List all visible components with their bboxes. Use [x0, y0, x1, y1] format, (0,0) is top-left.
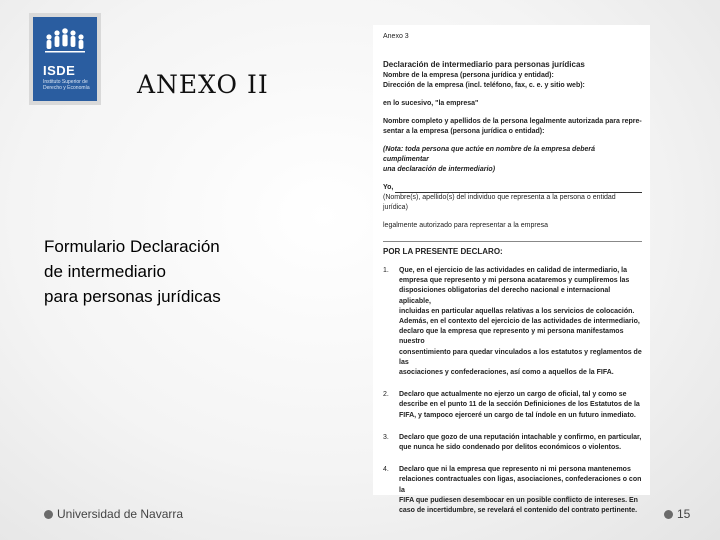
- slide-caption: [44, 234, 334, 309]
- item-line: FIFA, y tampoco ejerceré un cargo de tal índole en un futuro inmediato.: [399, 411, 636, 419]
- section-title: POR LA PRESENTE DECLARO:: [383, 241, 642, 256]
- caption-line: de intermediario: [44, 262, 166, 281]
- item-line: describe en el punto 11 de la sección Definiciones de los Estatutos de la: [399, 401, 640, 409]
- item-line: Declaro que ni la empresa que represento ni mi persona mantenemos: [399, 466, 631, 474]
- declaration-item: [383, 465, 642, 516]
- item-line: relaciones contractuales con ligas, asociaciones, confederaciones o con la: [399, 476, 642, 494]
- item-line: que nunca he sido condenado por delitos económicos o violentos.: [399, 444, 622, 452]
- item-line: Declaro que gozo de una reputación intachable y confirmo, en particular,: [399, 433, 642, 441]
- people-group-icon: [43, 27, 87, 55]
- note-line: (Nota: toda persona que actúe en nombre de la empresa deberá cumplimentar: [383, 146, 595, 163]
- yo-detail-line: (Nombre(s), apellido(s) del individuo que representa a la persona o entidad: [383, 194, 616, 201]
- field-company-name: Nombre de la empresa (persona jurídica y entidad):: [383, 72, 554, 79]
- annex-label: Anexo 3: [383, 33, 409, 40]
- item-line: Que, en el ejercicio de las actividades en calidad de intermediario, la: [399, 267, 627, 274]
- successor-text: en lo sucesivo, "la empresa": [383, 100, 479, 107]
- field-company-address: Dirección de la empresa (incl. teléfono, fax, c. e. y sitio web):: [383, 82, 585, 89]
- declaration-item: [383, 433, 642, 453]
- bullet-dot-icon: [44, 510, 53, 519]
- footer-page: [664, 507, 690, 521]
- item-line: disposiciones obligatorias del derecho nacional e internacional aplicable,: [399, 287, 611, 305]
- page-number: 15: [677, 507, 691, 521]
- signature-blank: [395, 186, 642, 193]
- item-number: 2.: [383, 391, 389, 399]
- item-line: caso de incertidumbre, se revelará el contenido del contrato pertinente.: [399, 507, 638, 515]
- slide-title: ANEXO II: [137, 70, 269, 99]
- representative-line: Nombre completo y apellidos de la persona legalmente autorizada para repre-: [383, 118, 642, 125]
- item-line: asociaciones y confederaciones, así como a aquellos de la FIFA.: [399, 369, 614, 377]
- item-number: 3.: [383, 433, 389, 441]
- caption-line: para personas jurídicas: [44, 287, 221, 306]
- logo: [29, 13, 101, 105]
- document-image: [373, 25, 650, 515]
- yo-detail-line: jurídica): [383, 204, 408, 211]
- item-line: Declaro que actualmente no ejerzo un cargo de oficial, tal y como se: [399, 391, 627, 399]
- item-line: declaro que la empresa que represento y mi persona manifestamos nuestro: [399, 328, 624, 346]
- declaration-item: [383, 266, 642, 378]
- item-line: FIFA que pudiesen desembocar en un posible conflicto de intereses. En: [399, 496, 638, 504]
- logo-abbreviation: ISDE: [43, 63, 76, 78]
- footer-institution: [44, 507, 183, 521]
- item-line: incluidas en particular aquellas relativas a los servicios de colocación.: [399, 307, 635, 315]
- yo-label: Yo,: [383, 184, 394, 191]
- logo-subtitle: Instituto Superior de Derecho y Economía: [43, 79, 90, 91]
- caption-line: Formulario Declaración: [44, 237, 220, 256]
- declaration-item: [383, 390, 642, 421]
- institution-name: Universidad de Navarra: [57, 507, 184, 521]
- item-line: consentimiento para quedar vinculados a los estatutos y reglamentos de las: [399, 348, 642, 366]
- bullet-dot-icon: [664, 510, 673, 519]
- item-line: Además, en el contexto del ejercicio de las actividades de intermediario,: [399, 318, 640, 326]
- note-line: una declaración de intermediario): [383, 166, 496, 173]
- item-number: 1.: [383, 267, 389, 274]
- authorized-text: legalmente autorizado para representar a la empresa: [383, 222, 548, 229]
- representative-line: sentar a la empresa (persona jurídica o entidad):: [383, 128, 545, 135]
- logo-panel: [33, 17, 97, 101]
- item-number: 4.: [383, 466, 389, 474]
- item-line: empresa que represento y mi persona acataremos y cumpliremos las: [399, 277, 630, 285]
- yo-line: [383, 183, 642, 193]
- document-heading: Declaración de intermediario para personas jurídicas: [383, 60, 585, 69]
